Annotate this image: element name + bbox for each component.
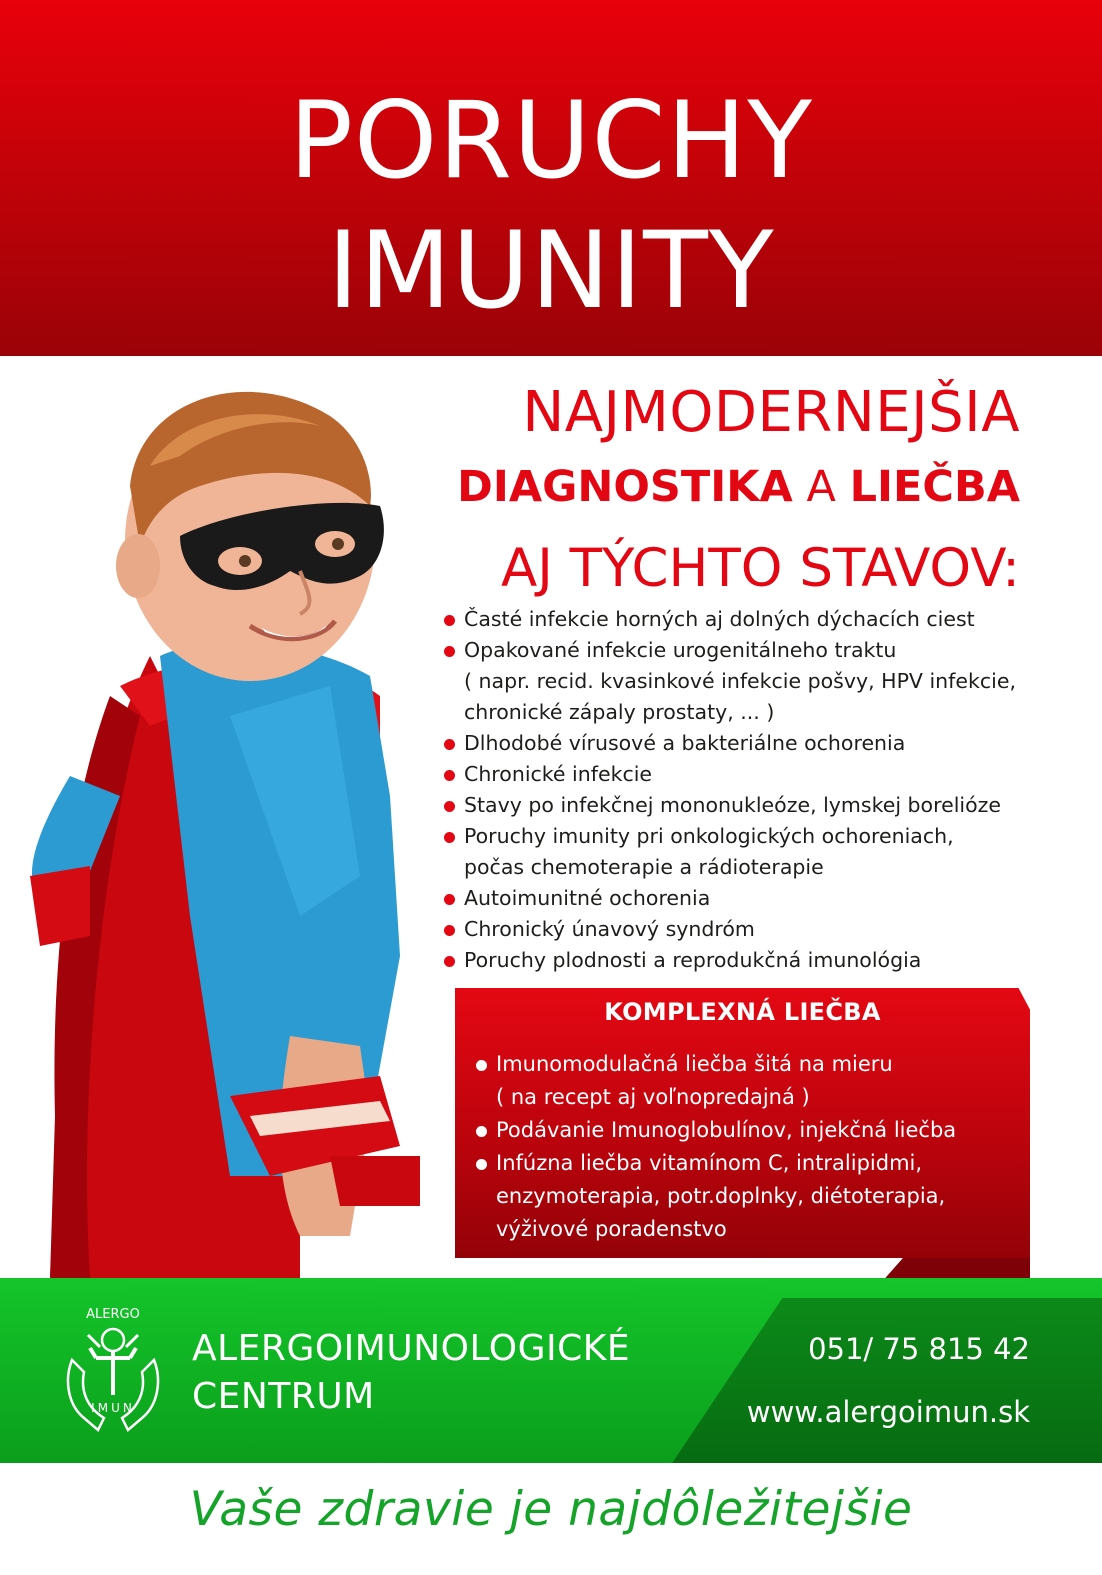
list-item: [444, 821, 1084, 883]
list-item: [476, 1048, 1036, 1114]
condition-text: Poruchy plodnosti a reprodukčná imunológia: [464, 948, 922, 972]
phone-number[interactable]: 051/ 75 815 42: [808, 1332, 1030, 1366]
centre-name-line-2: CENTRUM: [192, 1376, 375, 1417]
bullet-icon: [444, 801, 455, 812]
list-item: [444, 759, 1084, 790]
list-item: [444, 635, 1084, 728]
website-link[interactable]: www.alergoimun.sk: [746, 1395, 1030, 1429]
slogan: Vaše zdravie je najdôležitejšie: [189, 1482, 913, 1537]
condition-text: Poruchy imunity pri onkologických ochoreniach,: [464, 824, 954, 848]
list-item: [476, 1114, 1036, 1147]
condition-text: Autoimunitné ochorenia: [464, 886, 711, 910]
centre-name-line-1: ALERGOIMUNOLOGICKÉ: [192, 1328, 631, 1369]
bullet-icon: [444, 894, 455, 905]
bullet-icon: [444, 615, 455, 626]
bullet-icon: [444, 956, 455, 967]
treatment-subtext: výživové poradenstvo: [496, 1217, 727, 1241]
bullet-icon: [444, 646, 455, 657]
condition-text: Chronický únavový syndróm: [464, 917, 755, 941]
bullet-icon: [476, 1126, 487, 1137]
treatment-text: Imunomodulačná liečba šitá na mieru: [496, 1052, 893, 1076]
headline-line-3: AJ TÝCHTO STAVOV:: [500, 538, 1020, 599]
bullet-icon: [444, 739, 455, 750]
headline-diagnostics: DIAGNOSTIKA: [457, 462, 793, 512]
hands-holding-logo-icon: [58, 1300, 168, 1440]
treatment-text: Podávanie Imunoglobulínov, injekčná liečba: [496, 1118, 957, 1142]
bullet-icon: [444, 770, 455, 781]
condition-subtext: chronické zápaly prostaty, ... ): [464, 700, 775, 724]
headline-line-2: [457, 462, 1020, 512]
bullet-icon: [444, 925, 455, 936]
list-item: [444, 883, 1084, 914]
headline-line-1: NAJMODERNEJŠIA: [522, 380, 1020, 445]
treatment-subtext: enzymoterapia, potr.doplnky, diétoterapia,: [496, 1184, 946, 1208]
condition-subtext: počas chemoterapie a rádioterapie: [464, 855, 824, 879]
list-item: [444, 728, 1084, 759]
list-item: [444, 790, 1084, 821]
child-superhero-photo: [0, 356, 460, 1288]
bullet-icon: [444, 832, 455, 843]
condition-text: Chronické infekcie: [464, 762, 653, 786]
list-item: [444, 604, 1084, 635]
headline-treatment: LIEČBA: [849, 462, 1020, 512]
list-item: [444, 945, 1084, 976]
condition-text: Časté infekcie horných aj dolných dýchacích ciest: [464, 607, 975, 631]
title-line-2: IMUNITY: [327, 209, 775, 332]
treatment-list: [476, 1048, 1036, 1246]
treatment-subtext: ( na recept aj voľnopredajná ): [496, 1085, 810, 1109]
condition-text: Opakované infekcie urogenitálneho traktu: [464, 638, 897, 662]
bullet-icon: [476, 1060, 487, 1071]
headline-and: A: [792, 462, 850, 512]
title-line-1: PORUCHY: [288, 79, 814, 202]
list-item: [476, 1147, 1036, 1246]
centre-name: [192, 1325, 630, 1421]
list-item: [444, 914, 1084, 945]
condition-subtext: ( napr. recid. kvasinkové infekcie pošvy, HPV infekcie,: [464, 669, 1016, 693]
treatment-title: KOMPLEXNÁ LIEČBA: [604, 998, 881, 1026]
conditions-list: [444, 604, 1084, 976]
top-banner: [0, 0, 1102, 356]
logo-bottom-text: IMUN: [91, 1401, 135, 1415]
condition-text: Stavy po infekčnej mononukleóze, lymskej borelióze: [464, 793, 1001, 817]
treatment-text: Infúzna liečba vitamínom C, intralipidmi,: [496, 1151, 923, 1175]
condition-text: Dlhodobé vírusové a bakteriálne ochorenia: [464, 731, 906, 755]
logo-top-text: ALERGO: [86, 1307, 140, 1322]
bullet-icon: [476, 1159, 487, 1170]
